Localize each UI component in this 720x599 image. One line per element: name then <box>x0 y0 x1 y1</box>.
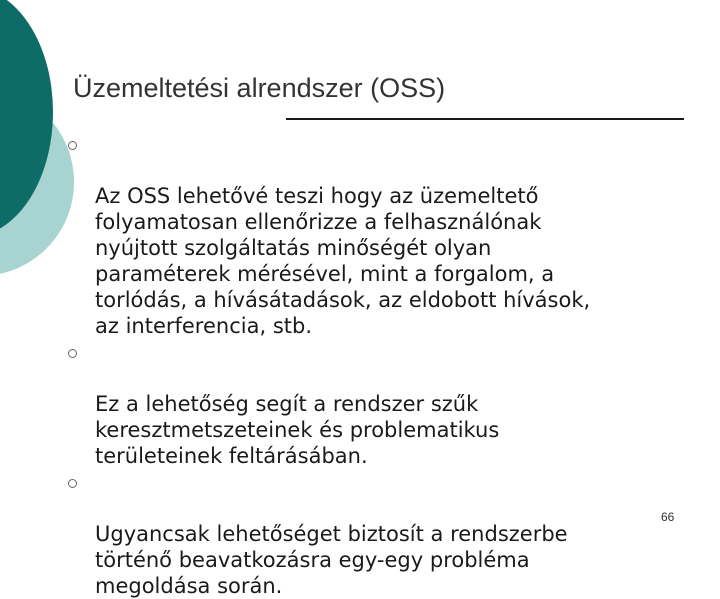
bullet-text: Ugyancsak lehetőséget biztosít a rendszerbe történő beavatkozásra egy-egy probléma megoldása során. <box>95 522 568 598</box>
hollow-circle-bullet-icon <box>68 479 77 488</box>
bullet-item <box>68 131 708 339</box>
slide-title: Üzemeltetési alrendszer (OSS) <box>73 73 446 103</box>
hollow-circle-bullet-icon <box>68 349 77 358</box>
hollow-circle-bullet-icon <box>68 141 77 150</box>
bullet-text: Az OSS lehetővé teszi hogy az üzemeltető folyamatosan ellenőrizze a felhasználónak nyújtott szolgáltatás minőségét olyan paraméterek mérésével, mint a forgalom, a torlódás, a hívásátadások, az eldobott hívások, az interferencia, stb. <box>95 184 591 338</box>
page-number: 66 <box>661 510 675 524</box>
bullet-text: Ez a lehetőség segít a rendszer szűk keresztmetszeteinek és problematikus területeinek feltárásában. <box>95 392 500 468</box>
bullet-item <box>68 339 708 469</box>
bullet-item <box>68 469 708 599</box>
bullet-list <box>68 131 708 599</box>
title-underline <box>286 118 684 120</box>
